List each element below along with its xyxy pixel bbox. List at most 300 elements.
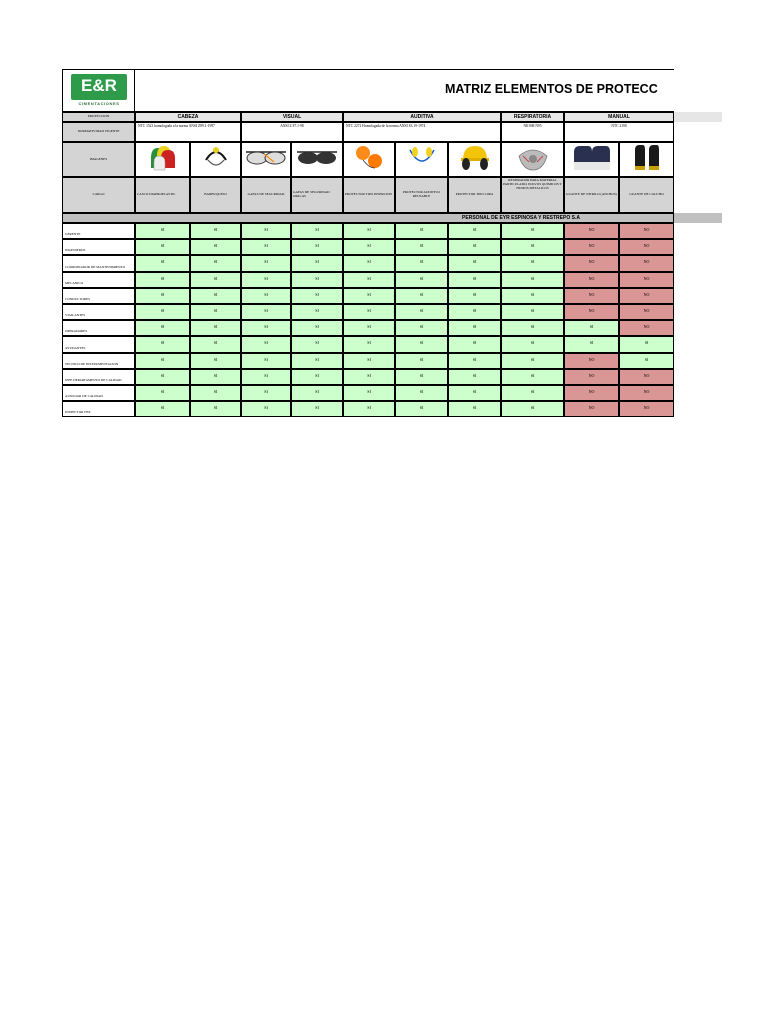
matrix-cell-value: SI: [213, 356, 218, 362]
matrix-cell-value: SI: [472, 372, 477, 378]
insertion-earplugs-icon: [349, 142, 389, 177]
matrix-cell: [501, 401, 564, 417]
matrix-cell: [395, 401, 448, 417]
cargo-name: VIGILANTES: [65, 313, 86, 318]
cargo-row-label-cell: [62, 401, 135, 417]
matrix-cell: [343, 288, 395, 304]
column-header-label: GUANTE DE NITRILO (ANCHOS): [566, 192, 617, 197]
norm-text: NIOSH N95: [523, 124, 542, 128]
matrix-cell-value: SI: [530, 243, 535, 249]
matrix-cell-value: SI: [160, 389, 165, 394]
matrix-cell-value: NO: [643, 243, 650, 249]
matrix-cell: [343, 353, 395, 369]
matrix-cell-value: SI: [160, 356, 165, 362]
matrix-cell: [343, 239, 395, 255]
matrix-cell: [135, 336, 190, 352]
matrix-cell: [501, 239, 564, 255]
rubber-gloves-icon: [627, 142, 667, 177]
matrix-cell: [448, 255, 501, 271]
image-cell-7: [448, 142, 501, 177]
matrix-cell-value: SI: [160, 227, 165, 232]
matrix-cell: [448, 336, 501, 352]
matrix-cell-value: SI: [530, 405, 535, 411]
matrix-cell-value: SI: [367, 243, 371, 249]
matrix-cell-value: SI: [530, 372, 535, 378]
matrix-cell-value: SI: [530, 275, 535, 281]
matrix-cell: [619, 239, 674, 255]
cargo-name: AYUDANTES: [65, 345, 86, 350]
matrix-cell-value: SI: [160, 405, 165, 411]
column-header-4: [291, 177, 343, 213]
matrix-cell-value: SI: [530, 356, 535, 362]
norm-cell-5: [564, 122, 674, 142]
matrix-cell-value: SI: [472, 259, 477, 265]
cargo-row-label-cell: [62, 336, 135, 352]
matrix-cell: [135, 401, 190, 417]
matrix-cell-value: SI: [589, 340, 594, 346]
matrix-cell: [564, 304, 619, 320]
cargo-name: INGENIEROS: [65, 248, 86, 253]
matrix-cell: [395, 336, 448, 352]
matrix-cell: [619, 401, 674, 417]
column-header-1: [135, 177, 190, 213]
matrix-cell-value: SI: [530, 340, 535, 346]
section-header-2: [241, 112, 343, 122]
matrix-cell-value: SI: [472, 275, 477, 281]
column-header-5: [343, 177, 395, 213]
cargo-name: JEFE DEPARTAMENTO DE CALIDAD: [65, 377, 122, 382]
matrix-cell-value: SI: [530, 259, 535, 265]
matrix-cell-value: SI: [367, 324, 371, 330]
matrix-cell-value: NO: [588, 227, 595, 232]
matrix-cell: [241, 320, 291, 336]
matrix-cell: [241, 336, 291, 352]
matrix-cell: [241, 272, 291, 288]
section-header-1: [135, 112, 241, 122]
matrix-cell-value: SI: [264, 308, 268, 313]
cargo-row-label-cell: [62, 239, 135, 255]
matrix-cell-value: SI: [315, 243, 319, 249]
matrix-cell-value: SI: [472, 324, 477, 330]
matrix-cell: [395, 385, 448, 401]
earmuff-helmet-icon: [455, 142, 495, 177]
section-header-5: [564, 112, 674, 122]
column-header-8: [501, 177, 564, 213]
matrix-cell: [190, 320, 241, 336]
personal-section-header: [62, 213, 674, 223]
matrix-cell-value: SI: [213, 291, 218, 297]
matrix-cell-value: SI: [264, 356, 268, 362]
matrix-cell-value: SI: [213, 324, 218, 330]
column-header-6: [395, 177, 448, 213]
matrix-cell: [291, 255, 343, 271]
matrix-cell-value: SI: [472, 291, 477, 297]
matrix-cell-value: SI: [213, 389, 218, 394]
matrix-cell: [501, 385, 564, 401]
matrix-cell-value: NO: [588, 259, 595, 265]
matrix-cell: [135, 320, 190, 336]
matrix-cell: [135, 255, 190, 271]
matrix-cell-value: SI: [213, 275, 218, 281]
matrix-cell: [190, 239, 241, 255]
image-cell-6: [395, 142, 448, 177]
matrix-cell: [448, 401, 501, 417]
matrix-cell-value: SI: [419, 259, 424, 265]
matrix-cell-value: SI: [315, 308, 319, 313]
cargo-row-label-cell: [62, 255, 135, 271]
matrix-cell-value: SI: [367, 308, 371, 313]
cargo-name: GERENTE: [65, 232, 81, 237]
matrix-cell-value: SI: [264, 259, 268, 265]
matrix-cell-value: SI: [530, 389, 535, 394]
section-label: RESPIRATORIA: [513, 114, 552, 120]
cargo-name: INSPECTOR HST: [65, 410, 91, 415]
matrix-cell: [343, 401, 395, 417]
matrix-cell: [564, 239, 619, 255]
matrix-cell: [135, 369, 190, 385]
section-header-4: [501, 112, 564, 122]
matrix-cell: [501, 288, 564, 304]
imagenes-label-cell: [62, 142, 135, 177]
matrix-cell-value: NO: [643, 389, 650, 394]
matrix-cell-value: SI: [367, 356, 371, 362]
matrix-cell-value: NO: [643, 372, 650, 378]
cargo-row-label-cell: [62, 272, 135, 288]
matrix-cell: [395, 320, 448, 336]
matrix-cell: [241, 288, 291, 304]
matrix-cell: [564, 369, 619, 385]
matrix-cell-value: NO: [643, 324, 650, 330]
cargo-row-label-cell: [62, 385, 135, 401]
matrix-cell-value: SI: [315, 356, 319, 362]
matrix-cell: [395, 288, 448, 304]
matrix-cell-value: SI: [213, 243, 218, 249]
matrix-cell: [619, 353, 674, 369]
image-cell-3: [241, 142, 291, 177]
matrix-cell: [190, 255, 241, 271]
matrix-cell-value: NO: [643, 275, 650, 281]
matrix-cell-value: SI: [367, 340, 371, 346]
matrix-cell: [564, 401, 619, 417]
matrix-cell: [619, 272, 674, 288]
matrix-cell-value: SI: [160, 275, 165, 281]
matrix-cell: [135, 385, 190, 401]
matrix-cell: [241, 239, 291, 255]
matrix-cell-value: SI: [367, 227, 371, 232]
matrix-cell: [395, 304, 448, 320]
matrix-cell-value: SI: [419, 340, 424, 346]
matrix-cell: [619, 320, 674, 336]
column-header-label: GAFAS DE SEGURIDAD: [247, 192, 285, 197]
matrix-cell-value: NO: [588, 308, 595, 313]
matrix-cell-value: SI: [264, 275, 268, 281]
protection-matrix-sheet: [62, 69, 674, 419]
matrix-cell-value: SI: [530, 227, 535, 232]
matrix-cell-value: SI: [264, 291, 268, 297]
matrix-cell: [343, 223, 395, 239]
matrix-cell-value: SI: [367, 291, 371, 297]
matrix-cell-value: NO: [588, 243, 595, 249]
column-header-label: RESPIRADOR PARA MATERIAL PARTICULADO, POLVOS QUIMICOS Y HUMOS METALICOS: [503, 178, 562, 190]
matrix-cell-value: SI: [315, 275, 319, 281]
matrix-cell-value: SI: [419, 372, 424, 378]
matrix-cell: [564, 336, 619, 352]
column-header-2: [190, 177, 241, 213]
matrix-cell: [448, 239, 501, 255]
matrix-cell: [395, 223, 448, 239]
proteccion-label: PROTECCION: [87, 114, 110, 119]
cargo-row-label-cell: [62, 288, 135, 304]
matrix-cell-value: SI: [315, 227, 319, 232]
matrix-cell: [501, 336, 564, 352]
matrix-cell: [619, 385, 674, 401]
matrix-cell: [448, 304, 501, 320]
matrix-cell-value: SI: [160, 243, 165, 249]
matrix-cell: [241, 385, 291, 401]
clear-safety-glasses-icon: [244, 142, 288, 177]
matrix-cell-value: SI: [589, 324, 594, 330]
matrix-cell-value: SI: [160, 340, 165, 346]
matrix-cell: [241, 401, 291, 417]
column-header-7: [448, 177, 501, 213]
matrix-cell-value: NO: [588, 389, 595, 394]
section-label: CABEZA: [177, 114, 199, 120]
column-header-label: BARBUQUEJO: [204, 192, 227, 197]
matrix-cell: [448, 272, 501, 288]
matrix-cell-value: SI: [419, 227, 424, 232]
matrix-cell-value: SI: [419, 308, 424, 313]
matrix-cell-value: SI: [367, 259, 371, 265]
column-header-label: GUANTE DE CAUCHO: [629, 192, 664, 197]
matrix-cell: [291, 369, 343, 385]
section-label: MANUAL: [608, 114, 630, 120]
matrix-cell-value: SI: [644, 340, 649, 346]
matrix-cell: [501, 320, 564, 336]
column-header-label: PROTECTOR TIPO INSERCION: [345, 192, 392, 197]
column-header-10: [619, 177, 674, 213]
cargo-name: COORDINADOR DE MANTENIMIENTO: [65, 264, 126, 269]
column-header-3: [241, 177, 291, 213]
cargo-row-label-cell: [62, 223, 135, 239]
matrix-cell: [564, 255, 619, 271]
matrix-cell: [135, 288, 190, 304]
matrix-cell: [619, 255, 674, 271]
normatividad-label: NORMATIVIDAD VIGENTE: [77, 129, 120, 134]
matrix-cell: [564, 353, 619, 369]
matrix-cell: [395, 369, 448, 385]
normatividad-label-cell: [62, 122, 135, 142]
matrix-cell-value: SI: [264, 405, 268, 411]
matrix-cell-value: SI: [315, 340, 319, 346]
matrix-cell: [564, 223, 619, 239]
matrix-cell: [241, 353, 291, 369]
cargo-label-cell: [62, 177, 135, 213]
matrix-cell-value: NO: [588, 405, 595, 411]
company-logo: [71, 74, 127, 104]
column-header-label: GAFAS DE SEGURIDAD OPACAS: [293, 190, 330, 198]
norm-cell-4: [501, 122, 564, 142]
matrix-cell: [291, 401, 343, 417]
cargo-name: OPERADORES: [65, 329, 88, 334]
matrix-cell-value: SI: [264, 227, 268, 232]
matrix-cell-value: SI: [160, 259, 165, 265]
personal-row-extension: [674, 213, 722, 223]
cargo-name: MECANICO: [65, 280, 84, 285]
column-header-label: PROTECTOR AUDITIVO REUSABLE: [403, 190, 440, 198]
matrix-cell: [448, 385, 501, 401]
norm-text: NTC 1523 homologada a la norma ANSI Z89.1-1997: [138, 124, 215, 128]
column-header-9: [564, 177, 619, 213]
proteccion-label-cell: [62, 112, 135, 122]
matrix-cell: [448, 223, 501, 239]
matrix-cell: [343, 272, 395, 288]
cargo-label: CARGO: [92, 192, 105, 197]
cargo-row-label-cell: [62, 353, 135, 369]
matrix-cell-value: SI: [315, 405, 319, 411]
corded-earplugs-icon: [402, 142, 442, 177]
norm-cell-3: [343, 122, 501, 142]
matrix-cell-value: SI: [419, 389, 424, 394]
matrix-cell-value: SI: [472, 405, 477, 411]
matrix-cell-value: SI: [472, 389, 477, 394]
matrix-cell: [448, 288, 501, 304]
matrix-cell-value: SI: [367, 275, 371, 281]
matrix-cell: [501, 369, 564, 385]
matrix-cell-value: NO: [643, 291, 650, 297]
matrix-cell-value: SI: [367, 389, 371, 394]
matrix-cell: [135, 304, 190, 320]
matrix-cell: [501, 353, 564, 369]
matrix-cell: [619, 369, 674, 385]
column-header-label: PROTECTOR TIPO COPA: [455, 192, 494, 197]
matrix-cell: [190, 369, 241, 385]
cargo-name: AUXILIAR DE CALIDAD: [65, 394, 103, 399]
matrix-cell: [395, 255, 448, 271]
matrix-cell-value: SI: [472, 340, 477, 346]
matrix-cell-value: SI: [419, 324, 424, 330]
matrix-cell: [343, 385, 395, 401]
matrix-cell: [395, 353, 448, 369]
matrix-cell-value: SI: [160, 291, 165, 297]
matrix-cell-value: SI: [315, 372, 319, 378]
matrix-cell-value: SI: [213, 308, 218, 313]
matrix-cell: [564, 385, 619, 401]
matrix-cell-value: SI: [160, 372, 165, 378]
matrix-cell: [448, 320, 501, 336]
matrix-cell: [190, 223, 241, 239]
matrix-cell-value: SI: [213, 405, 218, 411]
section-label: AUDITIVA: [410, 114, 434, 120]
matrix-cell: [190, 353, 241, 369]
matrix-cell: [291, 288, 343, 304]
matrix-cell: [564, 272, 619, 288]
matrix-cell: [564, 288, 619, 304]
matrix-cell-value: NO: [588, 275, 595, 281]
matrix-cell: [190, 272, 241, 288]
matrix-cell-value: NO: [643, 259, 650, 265]
matrix-cell-value: SI: [315, 324, 319, 330]
matrix-cell-value: SI: [160, 324, 165, 330]
cargo-row-label-cell: [62, 369, 135, 385]
norm-cell-2: [241, 122, 343, 142]
matrix-cell: [135, 353, 190, 369]
matrix-cell-value: SI: [264, 389, 268, 394]
matrix-cell-value: SI: [472, 308, 477, 313]
matrix-cell: [190, 385, 241, 401]
matrix-cell-value: SI: [419, 405, 424, 411]
matrix-cell: [619, 336, 674, 352]
logo-cell: [62, 69, 135, 112]
matrix-cell: [343, 255, 395, 271]
matrix-cell: [291, 336, 343, 352]
norm-cell-1: [135, 122, 241, 142]
personal-label: PERSONAL DE EYR ESPINOSA Y RESTREPO S.A: [462, 215, 580, 221]
matrix-cell: [501, 272, 564, 288]
matrix-cell: [291, 385, 343, 401]
matrix-cell: [619, 288, 674, 304]
matrix-cell: [190, 304, 241, 320]
matrix-cell-value: SI: [530, 308, 535, 313]
image-cell-10: [619, 142, 674, 177]
respirator-mask-icon: [513, 142, 553, 177]
matrix-cell: [291, 239, 343, 255]
matrix-cell: [135, 272, 190, 288]
matrix-cell: [564, 320, 619, 336]
cargo-name: TECNICO DE INSTRUMENTACION: [65, 361, 119, 366]
matrix-cell: [190, 288, 241, 304]
matrix-cell-value: SI: [264, 243, 268, 249]
image-cell-9: [564, 142, 619, 177]
matrix-cell-value: SI: [213, 340, 218, 346]
image-cell-5: [343, 142, 395, 177]
logo-subtext: CIMENTACIONES: [78, 101, 120, 106]
matrix-cell: [343, 320, 395, 336]
matrix-cell-value: NO: [588, 356, 595, 362]
cargo-row-label-cell: [62, 304, 135, 320]
matrix-cell-value: SI: [213, 227, 218, 232]
norm-text: NTC 2190: [611, 124, 627, 128]
matrix-cell-value: SI: [160, 308, 165, 313]
matrix-cell: [448, 353, 501, 369]
matrix-cell: [501, 223, 564, 239]
matrix-cell: [190, 401, 241, 417]
image-cell-2: [190, 142, 241, 177]
matrix-cell: [448, 369, 501, 385]
logo-text: E&R: [81, 76, 117, 95]
matrix-cell: [291, 272, 343, 288]
norm-text: NTC 2272 Homologada de la norma ANSI S3.19-1974: [346, 124, 426, 128]
imagenes-label: IMAGENES: [89, 156, 108, 161]
column-header-label: CASCO DIAPROPLASTIC: [137, 192, 176, 197]
matrix-cell: [241, 369, 291, 385]
matrix-cell-value: NO: [588, 291, 595, 297]
matrix-cell-value: NO: [643, 308, 650, 313]
dark-safety-glasses-icon: [295, 142, 339, 177]
matrix-cell: [135, 223, 190, 239]
section-header-3: [343, 112, 501, 122]
matrix-cell-value: SI: [644, 356, 649, 362]
matrix-cell-value: SI: [530, 291, 535, 297]
matrix-cell-value: SI: [315, 291, 319, 297]
matrix-cell: [291, 320, 343, 336]
norm-text: ANSI Z 87.1-98: [280, 124, 304, 128]
matrix-cell: [241, 304, 291, 320]
image-cell-4: [291, 142, 343, 177]
matrix-cell-value: SI: [419, 356, 424, 362]
matrix-cell-value: SI: [419, 243, 424, 249]
matrix-cell: [343, 336, 395, 352]
matrix-cell-value: SI: [530, 324, 535, 330]
